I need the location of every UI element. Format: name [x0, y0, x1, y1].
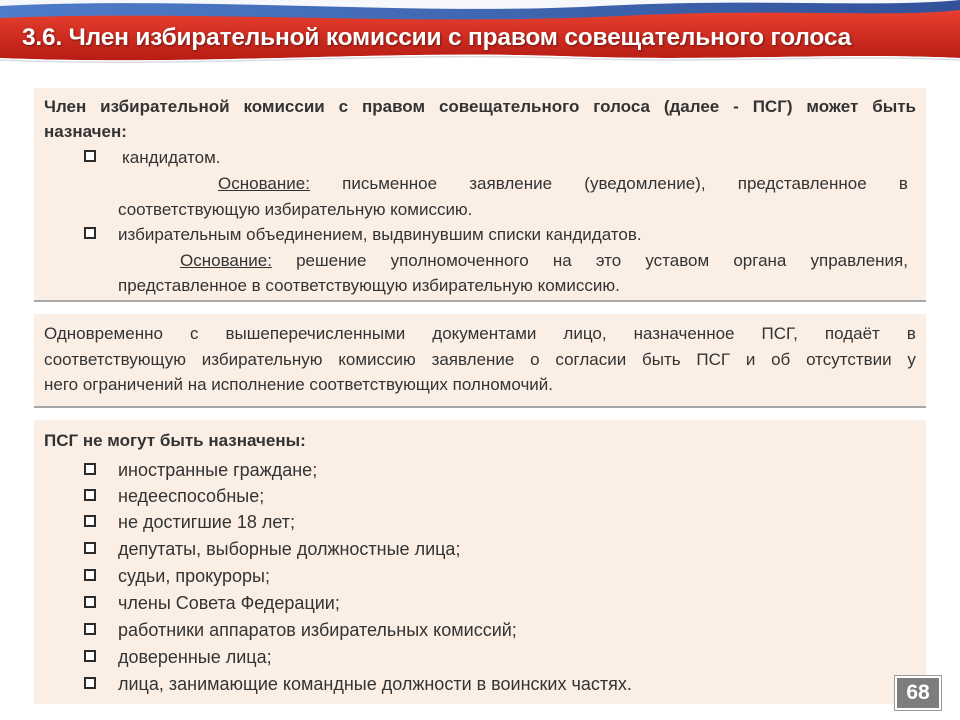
consent-word: вышеперечисленными	[225, 324, 406, 343]
restriction-label: лица, занимающие командные должности в воинских частях.	[118, 674, 632, 694]
basis-2-line1	[180, 250, 908, 272]
basis-word: уставом	[645, 251, 710, 270]
basis-word: органа	[733, 251, 787, 270]
intro-word: правом	[361, 97, 426, 116]
list-item-label: кандидатом.	[122, 148, 221, 167]
intro-word: может	[806, 97, 859, 116]
restriction-item	[118, 511, 914, 533]
intro-word: комиссии	[243, 97, 325, 116]
slide-header	[0, 0, 960, 80]
restriction-item	[118, 538, 914, 560]
basis-word: письменное	[342, 174, 438, 193]
consent-word: Одновременно	[44, 324, 163, 343]
box1-intro-line1	[44, 96, 916, 118]
restriction-item	[118, 459, 914, 481]
restriction-label: иностранные граждане;	[118, 460, 318, 480]
checkbox-icon	[84, 623, 96, 635]
restriction-item	[118, 646, 914, 668]
consent-word: и	[745, 350, 756, 369]
consent-word: отсутствии	[806, 350, 892, 369]
intro-word: -	[733, 97, 739, 116]
checkbox-icon	[84, 463, 96, 475]
consent-word: соответствующую	[44, 350, 186, 369]
basis-2-line2: представленное в соответствующую избирательную комиссию.	[118, 276, 620, 295]
checkbox-icon	[84, 650, 96, 662]
box1-intro-line2: назначен:	[44, 122, 127, 141]
consent-word: быть	[641, 350, 681, 369]
intro-word: совещательного	[438, 97, 580, 116]
restrictions-box	[34, 420, 926, 704]
intro-word: голоса	[593, 97, 650, 116]
checkbox-icon	[84, 227, 96, 239]
basis-1-line1	[218, 173, 908, 195]
consent-word: у	[907, 350, 916, 369]
consent-word: согласии	[555, 350, 627, 369]
consent-word: избирательную	[201, 350, 323, 369]
appointment-box	[34, 88, 926, 302]
checkbox-icon	[84, 150, 96, 162]
list-item-label: избирательным объединением, выдвинувшим списки кандидатов.	[118, 225, 642, 244]
basis-word: управления,	[810, 251, 908, 270]
restriction-item	[118, 619, 914, 641]
restriction-label: недееспособные;	[118, 486, 265, 506]
consent-line3: него ограничений на исполнение соответствующих полномочий.	[44, 375, 554, 394]
consent-word: об	[771, 350, 791, 369]
consent-word: лицо,	[563, 324, 607, 343]
basis-word: представленное	[737, 174, 867, 193]
intro-word: ПСГ)	[752, 97, 793, 116]
checkbox-icon	[84, 489, 96, 501]
basis-label: Основание:	[180, 251, 272, 270]
consent-word: комиссию	[338, 350, 416, 369]
consent-word: подаёт	[824, 324, 880, 343]
consent-word: документами	[432, 324, 537, 343]
restriction-label: судьи, прокуроры;	[118, 566, 270, 586]
intro-word: с	[338, 97, 349, 116]
restriction-item	[118, 673, 914, 695]
restrictions-heading: ПСГ не могут быть назначены:	[44, 431, 306, 450]
checkbox-icon	[84, 677, 96, 689]
restriction-label: члены Совета Федерации;	[118, 593, 340, 613]
restriction-item	[118, 565, 914, 587]
consent-line1	[44, 323, 916, 345]
restriction-item	[118, 592, 914, 614]
checkbox-icon	[84, 515, 96, 527]
intro-word: избирательной	[100, 97, 230, 116]
basis-word: заявление	[469, 174, 553, 193]
consent-word: ПСГ,	[761, 324, 798, 343]
slide-title: 3.6. Член избирательной комиссии с правом совещательного голоса	[22, 24, 852, 51]
consent-word: о	[530, 350, 540, 369]
checkbox-icon	[84, 542, 96, 554]
basis-word: уполномоченного	[390, 251, 529, 270]
restriction-item	[118, 485, 914, 507]
restriction-label: доверенные лица;	[118, 647, 272, 667]
consent-word: ПСГ	[696, 350, 731, 369]
basis-word: на	[552, 251, 572, 270]
restriction-label: депутаты, выборные должностные лица;	[118, 539, 461, 559]
consent-word: с	[189, 324, 199, 343]
restriction-label: работники аппаратов избирательных комиссий;	[118, 620, 517, 640]
basis-word: в	[898, 174, 908, 193]
basis-word: (уведомление),	[584, 174, 706, 193]
basis-word: это	[595, 251, 622, 270]
intro-word: (далее	[663, 97, 720, 116]
page-number: 68	[895, 676, 941, 710]
consent-line2	[44, 349, 916, 371]
basis-word: решение	[296, 251, 367, 270]
checkbox-icon	[84, 596, 96, 608]
intro-word: Член	[44, 97, 87, 116]
consent-word: назначенное	[633, 324, 735, 343]
consent-word: в	[906, 324, 916, 343]
checkbox-icon	[84, 569, 96, 581]
consent-box	[34, 314, 926, 408]
basis-label: Основание:	[218, 174, 310, 193]
restriction-label: не достигшие 18 лет;	[118, 512, 296, 532]
intro-word: быть	[872, 97, 916, 116]
consent-word: заявление	[431, 350, 515, 369]
list-item-party	[118, 224, 914, 246]
list-item-candidate	[122, 147, 914, 169]
basis-1-line2: соответствующую избирательную комиссию.	[118, 200, 473, 219]
